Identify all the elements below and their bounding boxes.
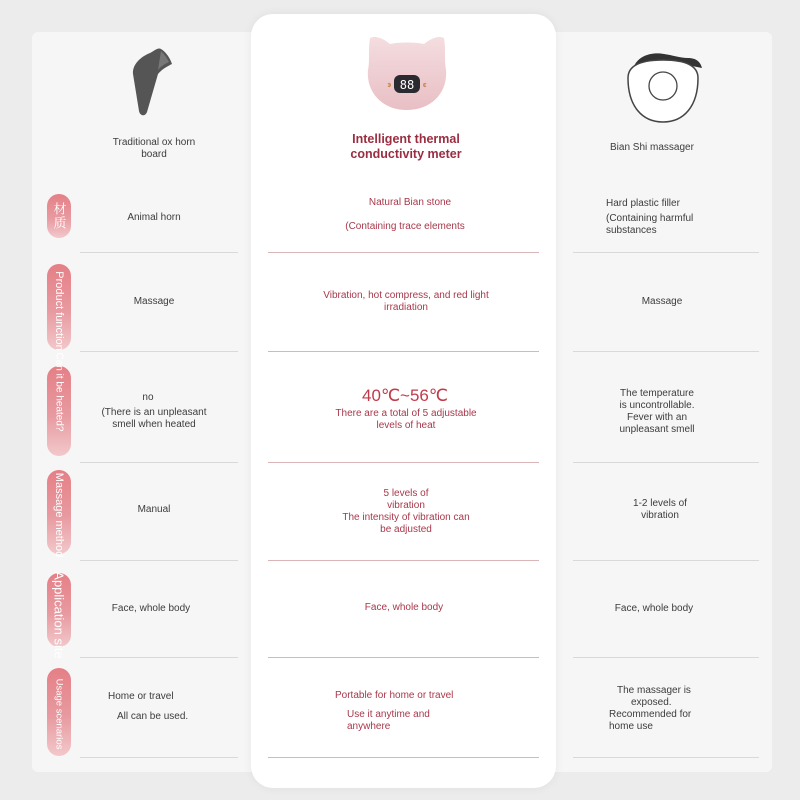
divider — [268, 351, 539, 352]
cell-left: no (There is an unpleasant smell when heated — [101, 392, 207, 430]
divider — [268, 560, 539, 561]
row-label-material: 材质 — [51, 202, 67, 230]
ox-horn-board-image — [128, 44, 178, 120]
cell-right: Massage — [641, 296, 683, 307]
cell-right: 1-2 levels of vibration — [633, 498, 687, 521]
row-label-usage-scenarios: Usage scenarios — [53, 678, 65, 750]
cell-left: Manual — [137, 504, 171, 515]
divider — [80, 351, 238, 352]
divider — [80, 657, 238, 658]
device-display: 88 — [399, 78, 415, 92]
row-label-product-function: Product function — [53, 271, 65, 351]
cell-right: Hard plastic filler (Containing harmful substances — [606, 198, 694, 236]
cell-left: Face, whole body — [111, 603, 191, 614]
row-label-application-site: Application site — [51, 571, 67, 659]
divider — [573, 351, 759, 352]
divider — [80, 757, 238, 758]
cell-middle: Face, whole body — [364, 602, 444, 613]
divider — [573, 462, 759, 463]
divider — [268, 252, 539, 253]
bian-shi-massager-image — [620, 48, 706, 128]
cell-middle: There are a total of 5 adjustable levels of heat — [335, 408, 477, 431]
divider — [573, 657, 759, 658]
cell-middle: Natural Bian stone (Containing trace elements — [345, 197, 465, 232]
divider — [573, 252, 759, 253]
cell-middle: Portable for home or travel Use it anytime and anywhere — [335, 690, 454, 732]
divider — [573, 757, 759, 758]
divider — [80, 462, 238, 463]
row-label-massage-method: Massage method — [53, 472, 65, 558]
divider — [80, 252, 238, 253]
cell-right: The massager is exposed. Recommended for home use — [609, 685, 692, 732]
cell-left: Massage — [133, 296, 175, 307]
left-column-header: Traditional ox horn board — [112, 137, 196, 160]
intelligent-meter-image — [362, 30, 452, 115]
divider — [268, 757, 539, 758]
divider — [573, 560, 759, 561]
temperature-range: 40℃~56℃ — [362, 386, 448, 405]
row-label-heated: Can it be heated? — [53, 352, 65, 432]
cell-right: The temperature is uncontrollable. Fever with an unpleasant smell — [619, 388, 695, 435]
cell-middle: 5 levels of vibration The intensity of vibration can be adjusted — [342, 488, 470, 535]
divider — [80, 560, 238, 561]
cell-right: Face, whole body — [614, 603, 694, 614]
right-column-header: Bian Shi massager — [610, 142, 694, 153]
divider — [268, 657, 539, 658]
cell-left: Animal horn — [127, 212, 181, 223]
cell-left: Home or travel All can be used. — [108, 691, 189, 722]
cell-middle: Vibration, hot compress, and red light irradiation — [323, 290, 489, 313]
divider — [268, 462, 539, 463]
middle-column-header: Intelligent thermal conductivity meter — [350, 132, 462, 161]
